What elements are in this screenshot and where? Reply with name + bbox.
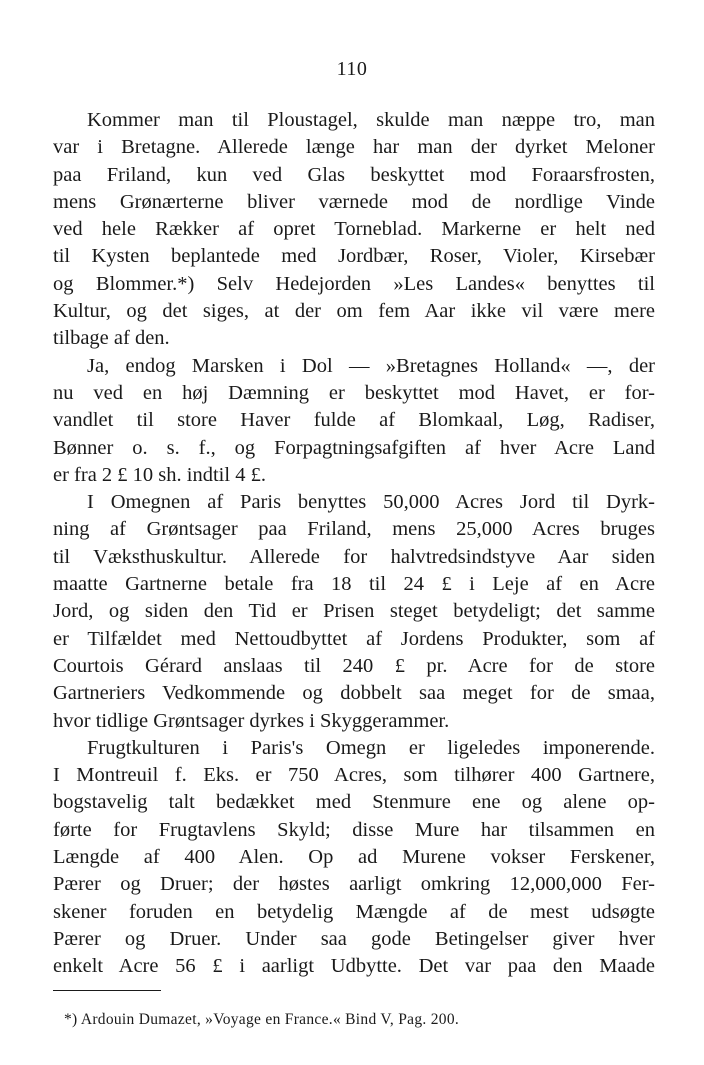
text-line: Ja, endog Marsken i Dol — »Bretagnes Holland« —, der [87,354,655,377]
text-line: er Tilfældet med Nettoudbyttet af Jordens Produkter, som af [53,627,655,650]
text-line: Kommer man til Ploustagel, skulde man næppe tro, man [87,109,655,131]
text-line: Frugtkulturen i Paris's Omegn er ligeledes imponerende. [87,736,655,759]
text-line: skener foruden en betydelig Mængde af de mest udsøgte [53,900,655,923]
body-text [53,107,655,981]
text-line: Courtois Gérard anslaas til 240 £ pr. Acre for de store [53,654,655,677]
footnote-divider [53,990,161,991]
footnote: *) Ardouin Dumazet, »Voyage en France.« Bind V, Pag. 200. [64,1011,460,1028]
text-line: førte for Frugtavlens Skyld; disse Mure har tilsammen en [53,818,655,841]
text-line: er fra 2 £ 10 sh. indtil 4 £. [53,463,266,486]
text-line: Pærer og Druer. Under saa gode Betingelser giver hver [53,927,655,950]
text-line: Bønner o. s. f., og Forpagtningsafgiften af hver Acre Land [53,436,655,459]
text-line: Gartneriers Vedkommende og dobbelt saa meget for de smaa, [53,682,655,705]
text-line: paa Friland, kun ved Glas beskyttet mod Foraarsfrosten, [53,163,655,186]
text-line: ved hele Rækker af opret Torneblad. Markerne er helt ned [53,218,655,241]
text-line: maatte Gartnerne betale fra 18 til 24 £ i Leje af en Acre [53,573,655,596]
text-line: I Montreuil f. Eks. er 750 Acres, som tilhører 400 Gartnere, [53,764,655,787]
text-line: enkelt Acre 56 £ i aarligt Udbytte. Det var paa den Maade [53,955,655,978]
text-line: hvor tidlige Grøntsager dyrkes i Skyggerammer. [53,709,450,732]
text-line: Pærer og Druer; der høstes aarligt omkring 12,000,000 Fer- [53,873,655,896]
text-line: nu ved en høj Dæmning er beskyttet mod Havet, er for- [53,381,655,404]
text-line: vandlet til store Haver fulde af Blomkaal, Løg, Radiser, [53,409,655,432]
text-line: bogstavelig talt bedækket med Stenmure ene og alene op- [53,791,655,814]
text-line: mens Grønærterne bliver værnede mod de nordlige Vinde [53,190,655,213]
text-line: Kultur, og det siges, at der om fem Aar ikke vil være mere [53,300,655,323]
text-line: til Kysten beplantede med Jordbær, Roser, Violer, Kirsebær [53,245,655,268]
page-number: 110 [336,58,368,80]
text-line: ning af Grøntsager paa Friland, mens 25,000 Acres bruges [53,518,655,541]
text-line: var i Bretagne. Allerede længe har man der dyrket Meloner [53,136,655,159]
text-line: Jord, og siden den Tid er Prisen steget betydeligt; det samme [53,600,655,623]
text-line: I Omegnen af Paris benyttes 50,000 Acres Jord til Dyrk- [87,491,655,514]
text-line: tilbage af den. [53,327,170,350]
text-line: Længde af 400 Alen. Op ad Murene vokser Ferskener, [53,846,655,869]
text-line: til Væksthuskultur. Allerede for halvtredsindstyve Aar siden [53,545,655,568]
text-line: og Blommer.*) Selv Hedejorden »Les Landes« benyttes til [53,272,655,295]
